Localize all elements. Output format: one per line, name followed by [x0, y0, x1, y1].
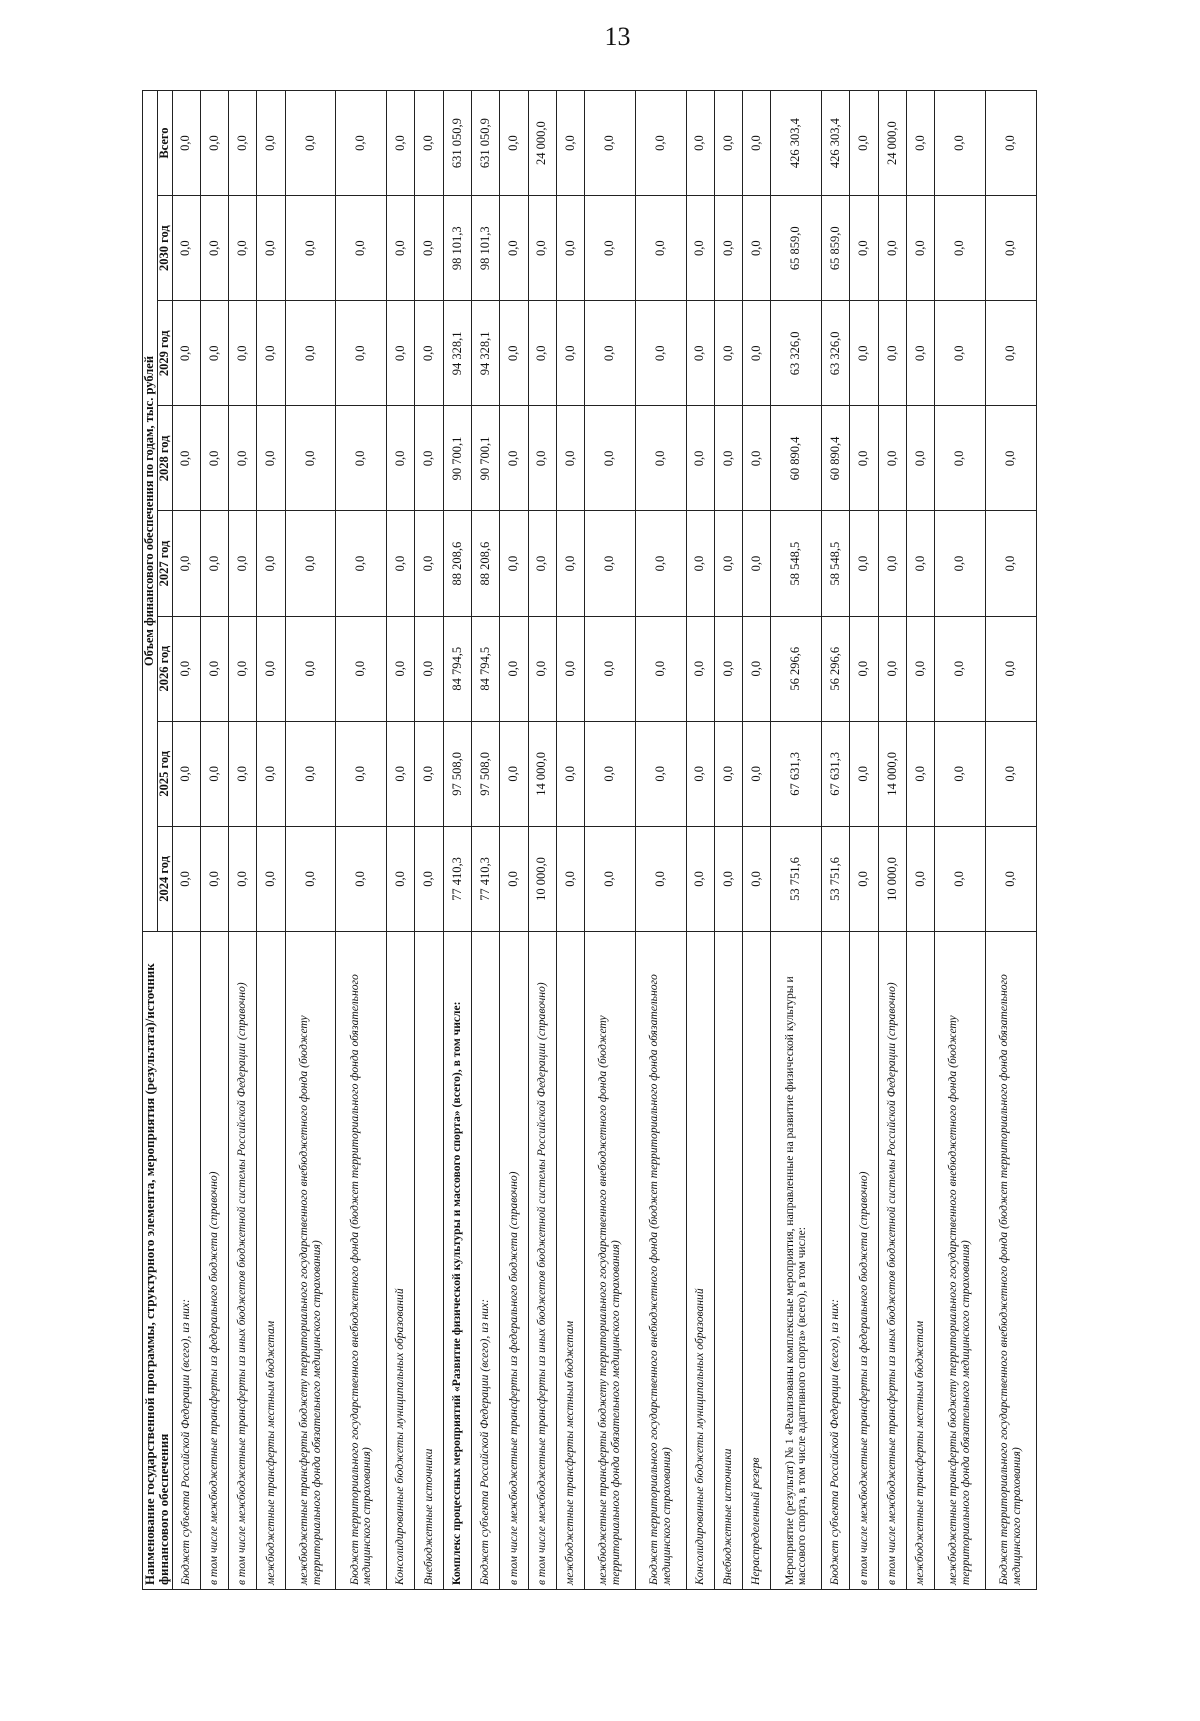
value-cell: 0,0: [907, 511, 935, 616]
value-cell: 0,0: [556, 616, 584, 721]
value-cell: 0,0: [229, 721, 257, 826]
value-cell: 56 296,6: [771, 616, 822, 721]
value-cell: 0,0: [686, 406, 714, 511]
table-row: [822, 91, 850, 1590]
value-cell: 0,0: [172, 91, 200, 196]
value-cell: 0,0: [714, 91, 742, 196]
value-cell: 426 303,4: [771, 91, 822, 196]
value-cell: 0,0: [714, 301, 742, 406]
value-cell: 0,0: [743, 721, 771, 826]
value-cell: 0,0: [172, 406, 200, 511]
value-cell: 0,0: [528, 511, 556, 616]
value-cell: 0,0: [714, 511, 742, 616]
row-name-cell: Консолидированные бюджеты муниципальных образований: [387, 932, 415, 1590]
value-cell: 0,0: [585, 721, 636, 826]
row-name-cell: Бюджет территориального государственного внебюджетного фонда (бюджет территориального фонда обязательного медицинского страхования): [336, 932, 387, 1590]
value-cell: 0,0: [714, 196, 742, 301]
table-row: [500, 91, 528, 1590]
value-cell: 0,0: [850, 301, 878, 406]
value-cell: 0,0: [878, 196, 906, 301]
table-row: [850, 91, 878, 1590]
value-cell: 58 548,5: [771, 511, 822, 616]
row-name-cell: в том числе межбюджетные трансферты из иных бюджетов бюджетной системы Российской Федерации (справочно): [878, 932, 906, 1590]
value-cell: 0,0: [500, 721, 528, 826]
value-cell: 0,0: [743, 826, 771, 931]
row-name-cell: Нераспределенный резерв: [743, 932, 771, 1590]
value-cell: 0,0: [935, 196, 986, 301]
value-cell: 0,0: [635, 196, 686, 301]
value-cell: 0,0: [387, 511, 415, 616]
year-header: 2026 год: [157, 616, 172, 721]
value-cell: 0,0: [686, 511, 714, 616]
value-cell: 0,0: [986, 616, 1037, 721]
value-cell: 94 328,1: [443, 301, 471, 406]
row-name-cell: межбюджетные трансферты бюджету территориального государственного внебюджетного фонда (бюджету территориального фонда обязательного медицинского страхования): [935, 932, 986, 1590]
value-cell: 0,0: [500, 196, 528, 301]
table-row: [878, 91, 906, 1590]
value-cell: 0,0: [387, 721, 415, 826]
value-cell: 0,0: [986, 196, 1037, 301]
value-cell: 0,0: [556, 91, 584, 196]
value-cell: 0,0: [935, 301, 986, 406]
value-cell: 0,0: [686, 91, 714, 196]
table-row: [172, 91, 200, 1590]
value-cell: 0,0: [172, 511, 200, 616]
value-cell: 0,0: [336, 511, 387, 616]
value-cell: 0,0: [415, 721, 443, 826]
value-cell: 0,0: [257, 301, 285, 406]
value-cell: 0,0: [635, 301, 686, 406]
row-name-cell: в том числе межбюджетные трансферты из иных бюджетов бюджетной системы Российской Федерации (справочно): [229, 932, 257, 1590]
row-name-cell: межбюджетные трансферты бюджету территориального государственного внебюджетного фонда (бюджету территориального фонда обязательного медицинского страхования): [285, 932, 336, 1590]
value-cell: 0,0: [285, 301, 336, 406]
row-name-cell: межбюджетные трансферты местным бюджетам: [907, 932, 935, 1590]
value-cell: 0,0: [172, 721, 200, 826]
value-cell: 97 508,0: [472, 721, 500, 826]
value-cell: 0,0: [257, 406, 285, 511]
table-row: [986, 91, 1037, 1590]
value-cell: 77 410,3: [472, 826, 500, 931]
value-cell: 94 328,1: [472, 301, 500, 406]
value-cell: 0,0: [743, 616, 771, 721]
value-cell: 0,0: [415, 826, 443, 931]
value-cell: 67 631,3: [771, 721, 822, 826]
value-cell: 10 000,0: [528, 826, 556, 931]
value-cell: 0,0: [172, 826, 200, 931]
table-row: [443, 91, 471, 1590]
value-cell: 631 050,9: [443, 91, 471, 196]
year-header: 2030 год: [157, 196, 172, 301]
value-cell: 0,0: [387, 91, 415, 196]
value-cell: 0,0: [850, 196, 878, 301]
value-cell: 53 751,6: [771, 826, 822, 931]
header-volume-cell: Объем финансового обеспечения по годам, тыс. рублей: [143, 91, 158, 932]
value-cell: 0,0: [415, 406, 443, 511]
value-cell: 56 296,6: [822, 616, 850, 721]
row-name-cell: межбюджетные трансферты местным бюджетам: [257, 932, 285, 1590]
value-cell: 0,0: [907, 616, 935, 721]
value-cell: 0,0: [986, 511, 1037, 616]
value-cell: 0,0: [229, 826, 257, 931]
value-cell: 0,0: [528, 196, 556, 301]
value-cell: 0,0: [686, 826, 714, 931]
value-cell: 0,0: [387, 301, 415, 406]
value-cell: 0,0: [907, 826, 935, 931]
value-cell: 24 000,0: [528, 91, 556, 196]
value-cell: 0,0: [500, 91, 528, 196]
value-cell: 0,0: [556, 721, 584, 826]
table-row: [556, 91, 584, 1590]
value-cell: 97 508,0: [443, 721, 471, 826]
value-cell: 63 326,0: [822, 301, 850, 406]
rotated-table-container: [142, 90, 1037, 1590]
value-cell: 0,0: [850, 826, 878, 931]
value-cell: 0,0: [986, 826, 1037, 931]
value-cell: 0,0: [387, 406, 415, 511]
value-cell: 0,0: [585, 406, 636, 511]
value-cell: 0,0: [743, 511, 771, 616]
value-cell: 0,0: [500, 511, 528, 616]
value-cell: 0,0: [336, 301, 387, 406]
row-name-cell: в том числе межбюджетные трансферты из федерального бюджета (справочно): [850, 932, 878, 1590]
row-name-cell: межбюджетные трансферты бюджету территориального государственного внебюджетного фонда (бюджету территориального фонда обязательного медицинского страхования): [585, 932, 636, 1590]
value-cell: 65 859,0: [822, 196, 850, 301]
value-cell: 0,0: [200, 826, 228, 931]
value-cell: 0,0: [935, 721, 986, 826]
value-cell: 0,0: [556, 826, 584, 931]
table-row: [285, 91, 336, 1590]
table-row: [635, 91, 686, 1590]
value-cell: 0,0: [878, 511, 906, 616]
value-cell: 0,0: [229, 406, 257, 511]
table-row: [907, 91, 935, 1590]
value-cell: 0,0: [743, 301, 771, 406]
value-cell: 0,0: [635, 826, 686, 931]
value-cell: 0,0: [229, 616, 257, 721]
value-cell: 0,0: [285, 511, 336, 616]
value-cell: 0,0: [743, 91, 771, 196]
value-cell: 0,0: [556, 196, 584, 301]
value-cell: 0,0: [229, 511, 257, 616]
table-row: [257, 91, 285, 1590]
value-cell: 0,0: [229, 301, 257, 406]
table-row: [686, 91, 714, 1590]
row-name-cell: Бюджет территориального государственного внебюджетного фонда (бюджет территориального фонда обязательного медицинского страхования): [986, 932, 1037, 1590]
table-body: [172, 91, 1037, 1590]
value-cell: 0,0: [556, 511, 584, 616]
value-cell: 0,0: [500, 301, 528, 406]
table-row: [771, 91, 822, 1590]
row-name-cell: Бюджет субъекта Российской Федерации (всего), из них:: [172, 932, 200, 1590]
value-cell: 0,0: [387, 826, 415, 931]
value-cell: 0,0: [336, 91, 387, 196]
value-cell: 0,0: [500, 406, 528, 511]
table-row: [200, 91, 228, 1590]
value-cell: 0,0: [415, 616, 443, 721]
table-row: [229, 91, 257, 1590]
year-header: 2027 год: [157, 511, 172, 616]
value-cell: 0,0: [907, 301, 935, 406]
value-cell: 0,0: [850, 721, 878, 826]
value-cell: 0,0: [850, 406, 878, 511]
value-cell: 67 631,3: [822, 721, 850, 826]
table-row: [387, 91, 415, 1590]
value-cell: 0,0: [257, 91, 285, 196]
value-cell: 0,0: [585, 196, 636, 301]
value-cell: 10 000,0: [878, 826, 906, 931]
value-cell: 0,0: [415, 196, 443, 301]
value-cell: 0,0: [714, 616, 742, 721]
value-cell: 0,0: [285, 196, 336, 301]
value-cell: 0,0: [714, 826, 742, 931]
value-cell: 0,0: [935, 616, 986, 721]
value-cell: 0,0: [585, 616, 636, 721]
value-cell: 0,0: [986, 91, 1037, 196]
value-cell: 0,0: [336, 616, 387, 721]
row-name-cell: Бюджет территориального государственного внебюджетного фонда (бюджет территориального фонда обязательного медицинского страхования): [635, 932, 686, 1590]
value-cell: 0,0: [285, 406, 336, 511]
value-cell: 0,0: [257, 721, 285, 826]
value-cell: 63 326,0: [771, 301, 822, 406]
row-name-cell: Комплекс процессных мероприятий «Развитие физической культуры и массового спорта» (всего), в том числе:: [443, 932, 471, 1590]
table-row: [743, 91, 771, 1590]
value-cell: 14 000,0: [528, 721, 556, 826]
table-row: [935, 91, 986, 1590]
value-cell: 0,0: [635, 616, 686, 721]
value-cell: 0,0: [556, 301, 584, 406]
value-cell: 0,0: [686, 301, 714, 406]
row-name-cell: межбюджетные трансферты местным бюджетам: [556, 932, 584, 1590]
value-cell: 0,0: [257, 511, 285, 616]
value-cell: 58 548,5: [822, 511, 850, 616]
value-cell: 65 859,0: [771, 196, 822, 301]
value-cell: 0,0: [200, 301, 228, 406]
value-cell: 0,0: [743, 196, 771, 301]
header-name-cell: Наименование государственной программы, структурного элемента, мероприятия (результата)/источник финансового обеспечения: [143, 932, 173, 1590]
value-cell: 0,0: [878, 616, 906, 721]
value-cell: 0,0: [935, 406, 986, 511]
value-cell: 0,0: [986, 406, 1037, 511]
value-cell: 0,0: [229, 91, 257, 196]
value-cell: 0,0: [200, 406, 228, 511]
value-cell: 0,0: [878, 406, 906, 511]
value-cell: 90 700,1: [472, 406, 500, 511]
value-cell: 0,0: [336, 826, 387, 931]
value-cell: 0,0: [935, 91, 986, 196]
value-cell: 88 208,6: [443, 511, 471, 616]
value-cell: 0,0: [257, 826, 285, 931]
value-cell: 0,0: [285, 616, 336, 721]
value-cell: 14 000,0: [878, 721, 906, 826]
row-name-cell: Бюджет субъекта Российской Федерации (всего), из них:: [822, 932, 850, 1590]
value-cell: 0,0: [415, 301, 443, 406]
value-cell: 0,0: [200, 721, 228, 826]
value-cell: 98 101,3: [472, 196, 500, 301]
year-header: Всего: [157, 91, 172, 196]
value-cell: 426 303,4: [822, 91, 850, 196]
value-cell: 60 890,4: [771, 406, 822, 511]
value-cell: 0,0: [528, 301, 556, 406]
financing-table: [142, 90, 1037, 1590]
value-cell: 0,0: [635, 511, 686, 616]
row-name-cell: Мероприятие (результат) № 1 «Реализованы комплексные мероприятия, направленные на развитие физической культуры и массового спорта, в том числе адаптивного спорта» (всего), в том числе:: [771, 932, 822, 1590]
value-cell: 0,0: [585, 826, 636, 931]
value-cell: 0,0: [200, 616, 228, 721]
value-cell: 90 700,1: [443, 406, 471, 511]
value-cell: 0,0: [907, 406, 935, 511]
value-cell: 0,0: [986, 721, 1037, 826]
row-name-cell: в том числе межбюджетные трансферты из федерального бюджета (справочно): [200, 932, 228, 1590]
value-cell: 60 890,4: [822, 406, 850, 511]
value-cell: 0,0: [850, 91, 878, 196]
value-cell: 631 050,9: [472, 91, 500, 196]
value-cell: 0,0: [850, 616, 878, 721]
value-cell: 0,0: [635, 721, 686, 826]
value-cell: 0,0: [285, 826, 336, 931]
value-cell: 98 101,3: [443, 196, 471, 301]
value-cell: 0,0: [229, 196, 257, 301]
table-row: [336, 91, 387, 1590]
value-cell: 0,0: [415, 511, 443, 616]
table-row: [472, 91, 500, 1590]
table-row: [528, 91, 556, 1590]
row-name-cell: в том числе межбюджетные трансферты из иных бюджетов бюджетной системы Российской Федерации (справочно): [528, 932, 556, 1590]
value-cell: 0,0: [986, 301, 1037, 406]
value-cell: 0,0: [686, 721, 714, 826]
value-cell: 0,0: [528, 616, 556, 721]
value-cell: 0,0: [878, 301, 906, 406]
value-cell: 77 410,3: [443, 826, 471, 931]
table-row: [415, 91, 443, 1590]
value-cell: 0,0: [935, 511, 986, 616]
value-cell: 0,0: [336, 196, 387, 301]
value-cell: 0,0: [257, 616, 285, 721]
value-cell: 0,0: [585, 511, 636, 616]
value-cell: 0,0: [257, 196, 285, 301]
value-cell: 0,0: [907, 196, 935, 301]
value-cell: 0,0: [585, 91, 636, 196]
value-cell: 0,0: [743, 406, 771, 511]
value-cell: 0,0: [172, 196, 200, 301]
value-cell: 0,0: [387, 616, 415, 721]
value-cell: 0,0: [285, 721, 336, 826]
row-name-cell: в том числе межбюджетные трансферты из федерального бюджета (справочно): [500, 932, 528, 1590]
value-cell: 0,0: [686, 616, 714, 721]
value-cell: 84 794,5: [443, 616, 471, 721]
value-cell: 0,0: [172, 301, 200, 406]
value-cell: 0,0: [172, 616, 200, 721]
row-name-cell: Внебюджетные источники: [415, 932, 443, 1590]
value-cell: 0,0: [200, 91, 228, 196]
year-header: 2028 год: [157, 406, 172, 511]
value-cell: 0,0: [935, 826, 986, 931]
year-header: 2029 год: [157, 301, 172, 406]
value-cell: 0,0: [635, 406, 686, 511]
row-name-cell: Консолидированные бюджеты муниципальных образований: [686, 932, 714, 1590]
value-cell: 0,0: [907, 721, 935, 826]
value-cell: 0,0: [907, 91, 935, 196]
value-cell: 0,0: [336, 406, 387, 511]
table-row: [714, 91, 742, 1590]
year-header: 2024 год: [157, 826, 172, 931]
value-cell: 0,0: [714, 406, 742, 511]
value-cell: 0,0: [850, 511, 878, 616]
value-cell: 0,0: [285, 91, 336, 196]
value-cell: 0,0: [635, 91, 686, 196]
value-cell: 0,0: [528, 406, 556, 511]
row-name-cell: Бюджет субъекта Российской Федерации (всего), из них:: [472, 932, 500, 1590]
table-row: [585, 91, 636, 1590]
value-cell: 0,0: [387, 196, 415, 301]
value-cell: 0,0: [556, 406, 584, 511]
value-cell: 0,0: [585, 301, 636, 406]
row-name-cell: Внебюджетные источники: [714, 932, 742, 1590]
value-cell: 0,0: [200, 196, 228, 301]
value-cell: 84 794,5: [472, 616, 500, 721]
value-cell: 0,0: [500, 826, 528, 931]
value-cell: 88 208,6: [472, 511, 500, 616]
value-cell: 0,0: [415, 91, 443, 196]
value-cell: 0,0: [686, 196, 714, 301]
value-cell: 0,0: [714, 721, 742, 826]
value-cell: 0,0: [500, 616, 528, 721]
value-cell: 24 000,0: [878, 91, 906, 196]
value-cell: 0,0: [200, 511, 228, 616]
value-cell: 53 751,6: [822, 826, 850, 931]
page-number: 13: [604, 22, 631, 51]
year-header: 2025 год: [157, 721, 172, 826]
value-cell: 0,0: [336, 721, 387, 826]
